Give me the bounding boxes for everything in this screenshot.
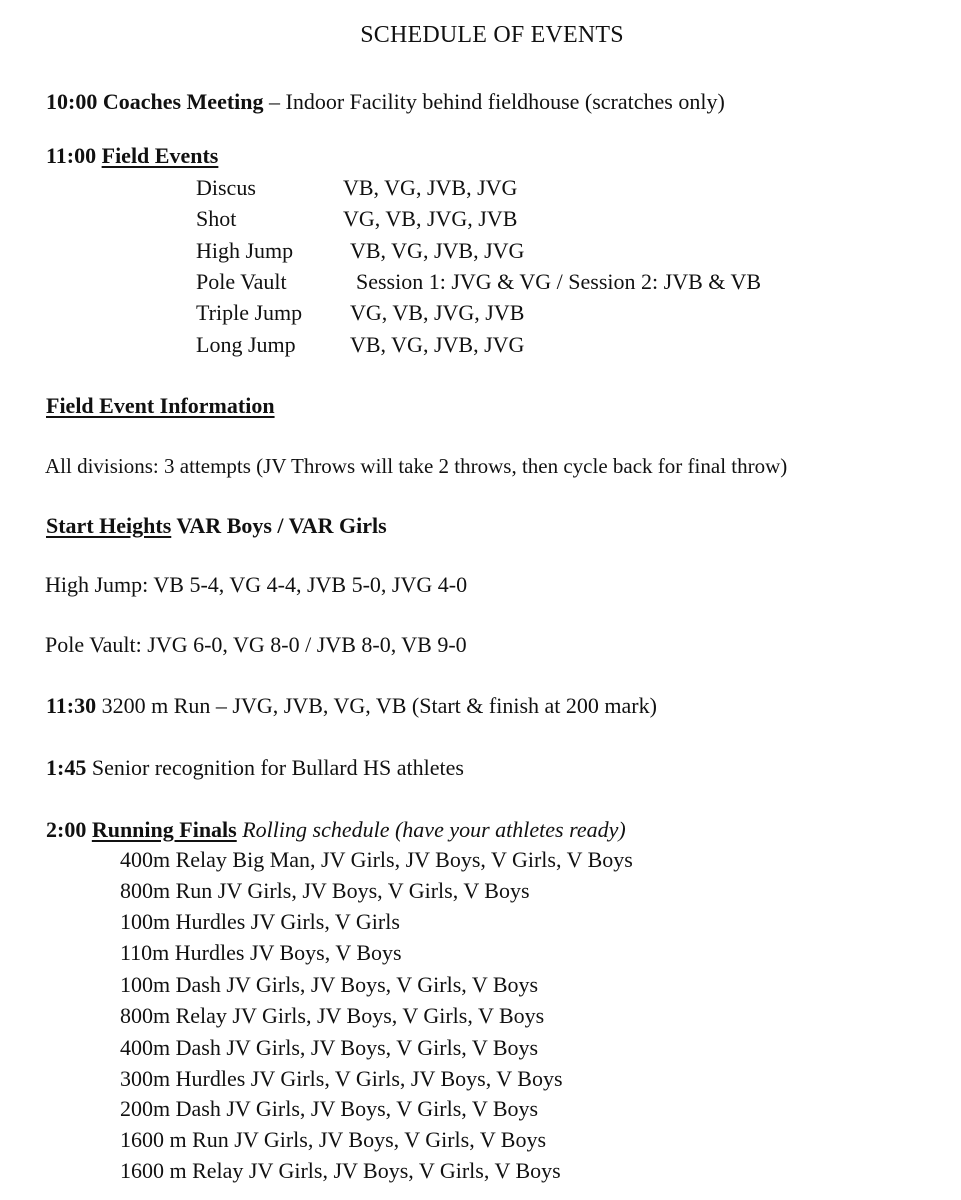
- field-event-name: Long Jump: [196, 332, 296, 357]
- run-3200-time: 11:30: [46, 693, 97, 718]
- running-finals-heading-line: [46, 819, 626, 841]
- field-event-name: Discus: [196, 175, 256, 200]
- start-heights-high-jump: High Jump: VB 5-4, VG 4-4, JVB 5-0, JVG 4-0: [45, 572, 468, 597]
- list-item: 400m Dash JV Girls, JV Boys, V Girls, V Boys: [120, 1035, 539, 1060]
- running-finals-time: 2:00: [46, 817, 87, 842]
- list-item: 200m Dash JV Girls, JV Boys, V Girls, V Boys: [120, 1096, 539, 1121]
- field-event-info-text: All divisions: 3 attempts (JV Throws will take 2 throws, then cycle back for final throw): [45, 454, 788, 478]
- start-heights-heading-line: [46, 515, 387, 537]
- coaches-meeting-text: Indoor Facility behind fieldhouse (scratches only): [285, 89, 725, 114]
- start-heights-heading: Start Heights: [46, 513, 172, 538]
- senior-recognition-text: Senior recognition for Bullard HS athletes: [86, 755, 464, 780]
- list-item: 300m Hurdles JV Girls, V Girls, JV Boys, V Boys: [120, 1066, 563, 1091]
- start-heights-heading-suffix: VAR Boys / VAR Girls: [171, 513, 387, 538]
- field-event-name: Shot: [196, 206, 237, 231]
- field-event-name: Triple Jump: [196, 300, 303, 325]
- list-item: 100m Hurdles JV Girls, V Girls: [120, 909, 400, 934]
- page-title: SCHEDULE OF EVENTS: [360, 22, 624, 48]
- senior-recognition-line: [46, 757, 464, 779]
- field-event-value: VB, VG, JVB, JVG: [350, 332, 525, 357]
- field-event-value: VG, VB, JVG, JVB: [343, 206, 518, 231]
- running-finals-heading: Running Finals: [91, 817, 237, 842]
- field-event-info-heading: Field Event Information: [46, 393, 275, 418]
- list-item: 400m Relay Big Man, JV Girls, JV Boys, V Girls, V Boys: [120, 847, 633, 872]
- coaches-meeting-line: [46, 91, 725, 113]
- list-item: 1600 m Run JV Girls, JV Boys, V Girls, V Boys: [120, 1127, 547, 1152]
- coaches-meeting-time: 10:00 Coaches Meeting: [46, 89, 264, 114]
- start-heights-pole-vault: Pole Vault: JVG 6-0, VG 8-0 / JVB 8-0, VB 9-0: [45, 632, 467, 657]
- run-3200-text: 3200 m Run – JVG, JVB, VG, VB (Start & finish at 200 mark): [96, 693, 657, 718]
- field-events-time: 11:00: [46, 143, 97, 168]
- field-event-value: VB, VG, JVB, JVG: [343, 175, 518, 200]
- run-3200-line: [46, 695, 657, 717]
- list-item: 800m Run JV Girls, JV Boys, V Girls, V Boys: [120, 878, 530, 903]
- field-event-name: High Jump: [196, 238, 294, 263]
- list-item: 800m Relay JV Girls, JV Boys, V Girls, V Boys: [120, 1003, 545, 1028]
- senior-recognition-time: 1:45: [46, 755, 87, 780]
- list-item: 100m Dash JV Girls, JV Boys, V Girls, V Boys: [120, 972, 539, 997]
- list-item: 110m Hurdles JV Boys, V Boys: [120, 940, 402, 965]
- list-item: 1600 m Relay JV Girls, JV Boys, V Girls, V Boys: [120, 1158, 561, 1183]
- coaches-meeting-dash: –: [263, 89, 286, 114]
- field-events-heading: Field Events: [101, 143, 219, 168]
- field-event-value: Session 1: JVG & VG / Session 2: JVB & VB: [356, 269, 762, 294]
- field-events-heading-line: [46, 145, 218, 167]
- field-event-value: VB, VG, JVB, JVG: [350, 238, 525, 263]
- field-event-name: Pole Vault: [196, 269, 287, 294]
- field-event-value: VG, VB, JVG, JVB: [350, 300, 525, 325]
- running-finals-note: Rolling schedule (have your athletes ready): [242, 817, 626, 842]
